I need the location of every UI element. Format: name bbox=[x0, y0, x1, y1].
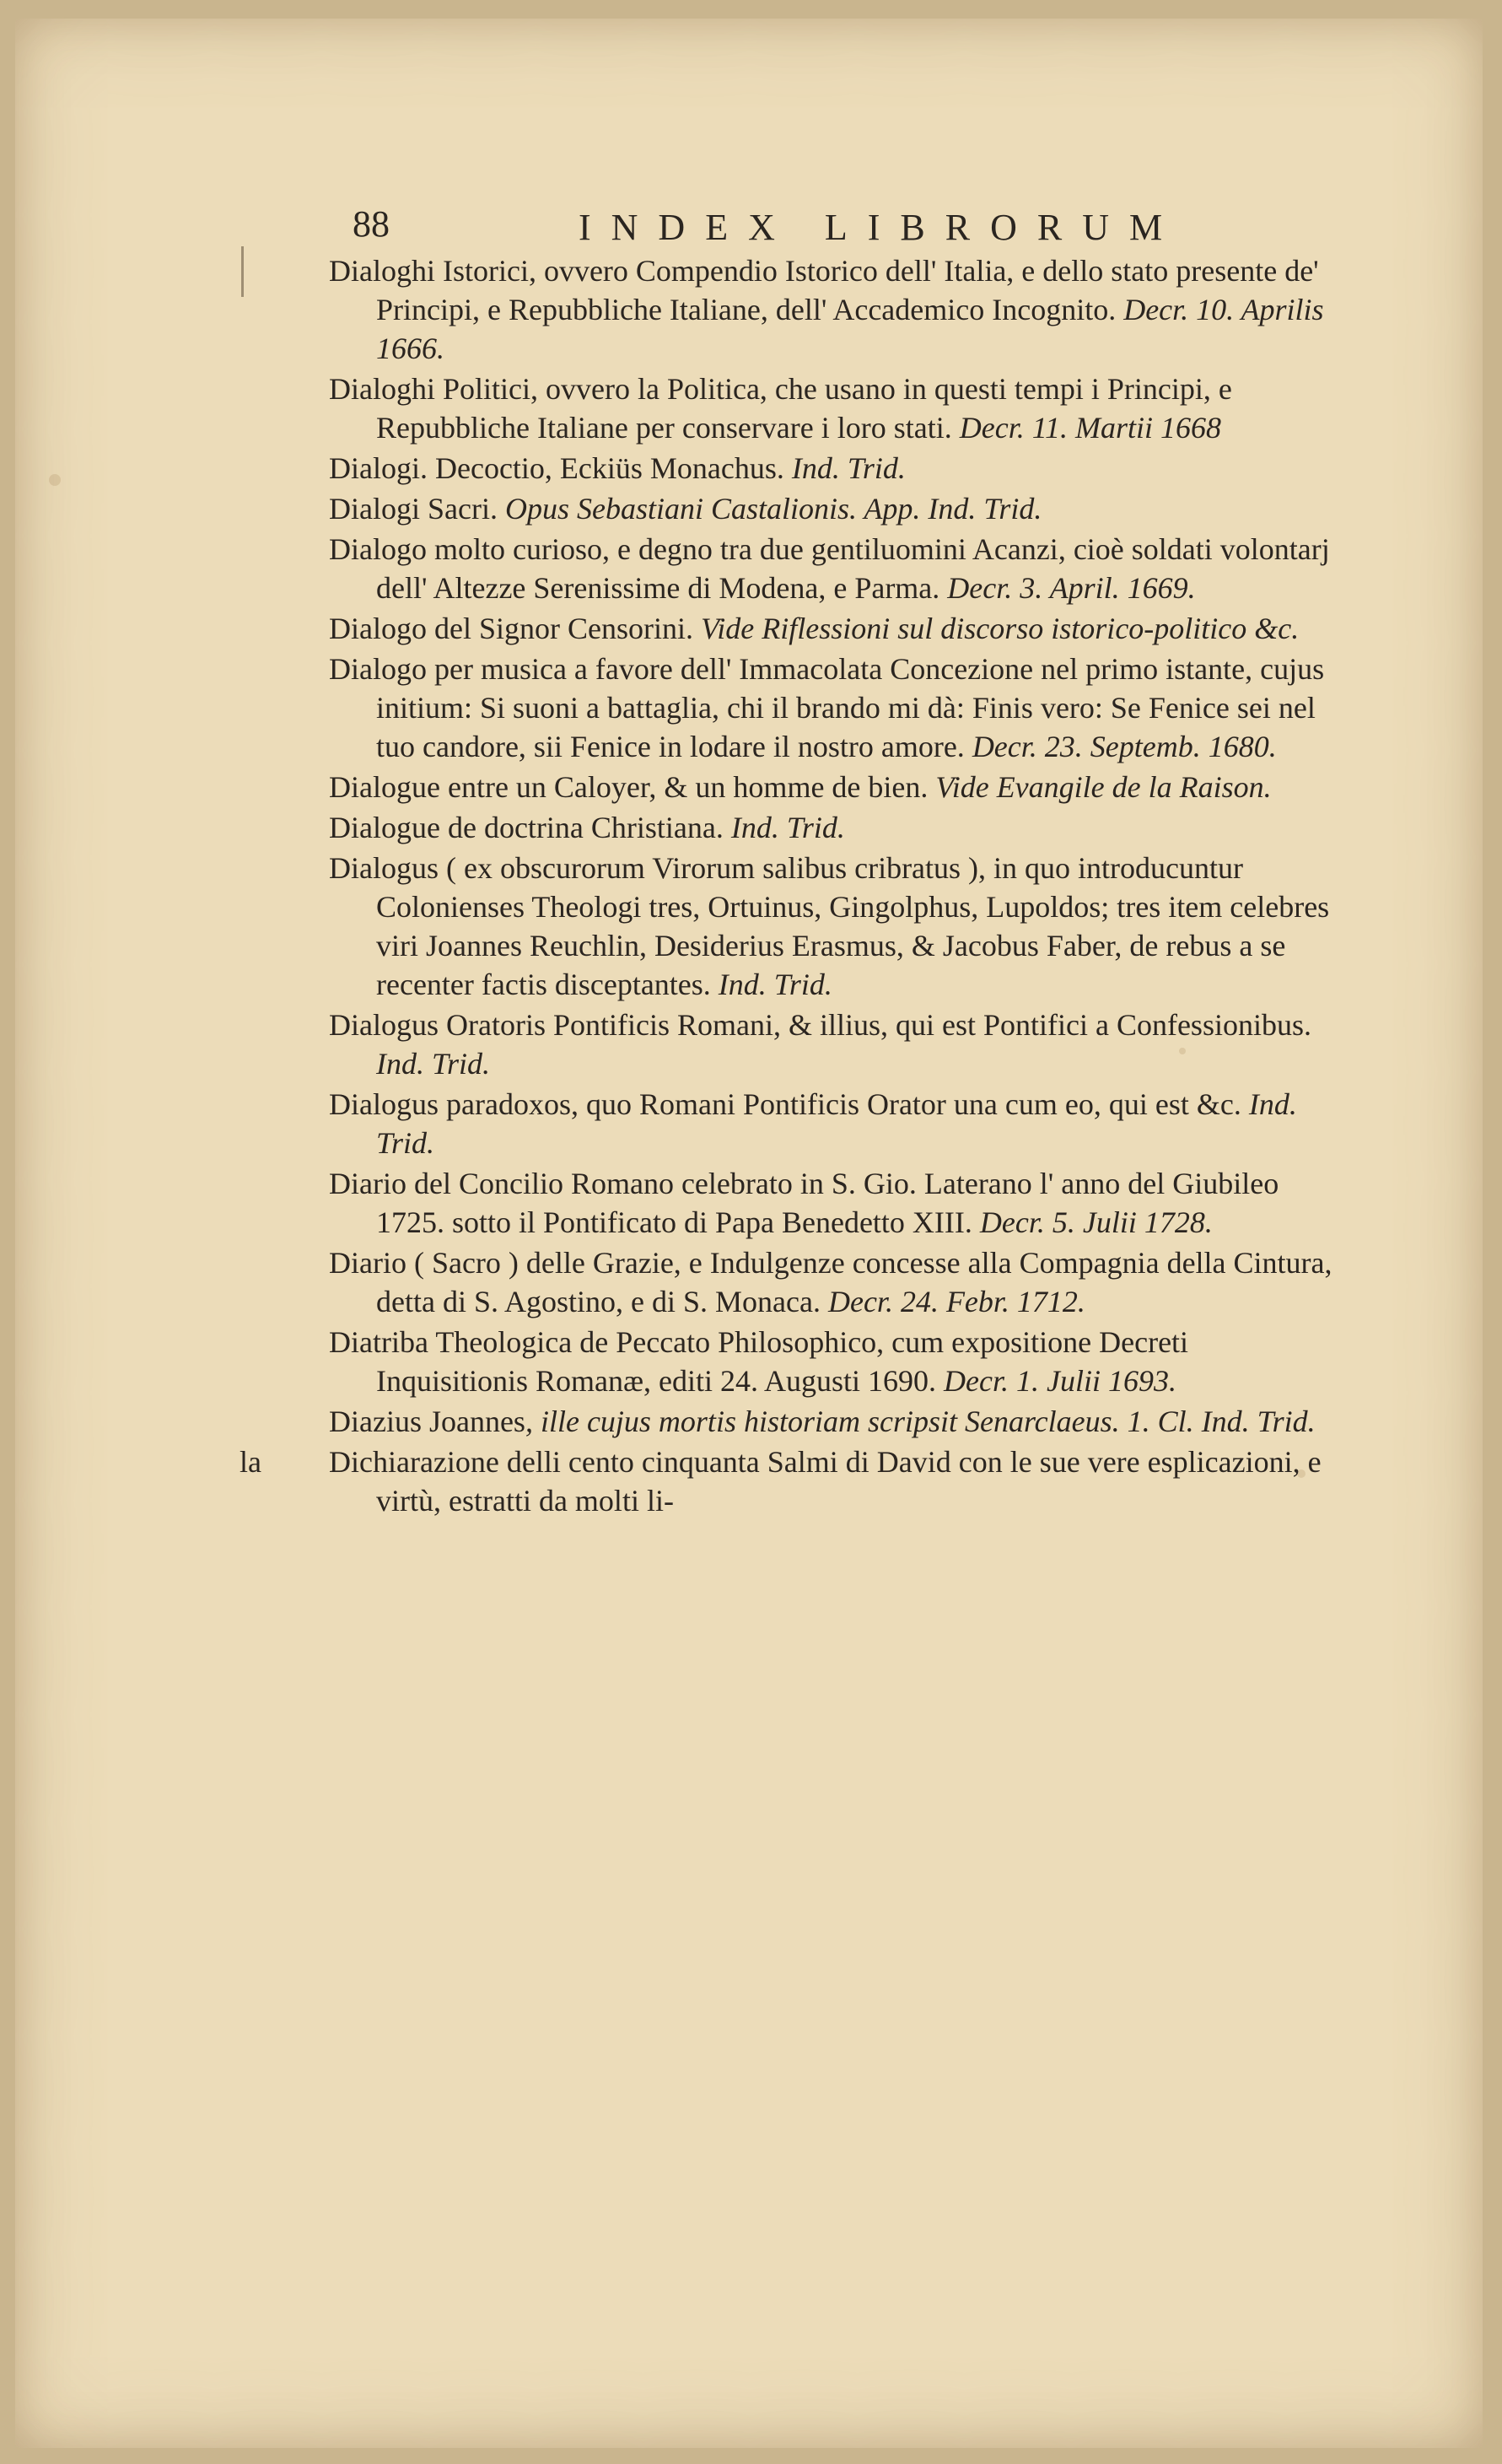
entry-reference: 1. Cl. Ind. Trid. bbox=[1127, 1405, 1316, 1438]
foxing-spot bbox=[49, 474, 61, 486]
entry-head: Diazius Joannes bbox=[329, 1405, 525, 1438]
entry-reference: Decr. 11. Martii 1668 bbox=[959, 411, 1222, 445]
entry-head: Dichiarazione bbox=[329, 1445, 499, 1479]
index-entry bbox=[329, 1323, 1341, 1400]
entry-text: del Signor Censorini. bbox=[433, 612, 693, 645]
index-entries bbox=[329, 251, 1341, 2411]
index-entry bbox=[329, 650, 1341, 766]
entry-reference: Ind. Trid. bbox=[718, 968, 832, 1001]
index-entry bbox=[329, 1243, 1341, 1321]
index-entry bbox=[329, 609, 1341, 648]
entry-reference: Decr. 23. Septemb. 1680. bbox=[972, 730, 1277, 763]
entry-reference: Decr. 1. Julii 1693. bbox=[944, 1364, 1176, 1398]
entry-reference: Ind. Trid. bbox=[791, 451, 906, 485]
entry-text: ( Sacro ) delle Grazie, e Indulgenze concesse alla Compagnia della Cintura, detta di S. Agostino, e di S. Monaca. bbox=[376, 1246, 1332, 1318]
entry-head: Dialogo bbox=[329, 652, 427, 686]
entry-head: Diatriba bbox=[329, 1325, 428, 1359]
index-entry bbox=[329, 1402, 1341, 1441]
entry-text: , ille cujus mortis historiam scripsit Senarclaeus. bbox=[525, 1405, 1120, 1438]
entry-reference: Opus Sebastiani Castalionis. App. Ind. Trid. bbox=[504, 492, 1042, 526]
entry-head: Diario bbox=[329, 1167, 406, 1200]
entry-reference: Decr. 3. April. 1669. bbox=[947, 571, 1196, 605]
entry-head: Dialogus bbox=[329, 1008, 439, 1042]
entry-text: , ovvero Compendio Istorico dell' Italia, e dello stato presente de' Principi, e Repubbliche Italiane, dell' Accademico Incognito. bbox=[376, 254, 1319, 326]
entry-head: Dialoghi Istorici bbox=[329, 254, 529, 288]
index-entry bbox=[329, 449, 1341, 488]
entry-head: Diario bbox=[329, 1246, 406, 1280]
entry-reference: Ind. Trid. bbox=[376, 1047, 491, 1081]
index-entry bbox=[329, 1164, 1341, 1242]
entry-reference: Decr. 5. Julii 1728. bbox=[979, 1205, 1213, 1239]
entry-text: , ovvero la Politica, che usano in questi tempi i Principi, e Repubbliche Italiane per conservare i loro stati. bbox=[376, 372, 1232, 445]
entry-text: Decoctio, Eckiüs Monachus. bbox=[434, 451, 784, 485]
entry-reference: Decr. 24. Febr. 1712. bbox=[827, 1285, 1085, 1318]
entry-head: Dialogi. bbox=[329, 451, 428, 485]
index-entry bbox=[329, 768, 1341, 806]
index-entry bbox=[329, 1006, 1341, 1083]
entry-text: Theologica de Peccato Philosophico, cum expositione Decreti Inquisitionis Romanæ, editi 24. Augusti 1690. bbox=[376, 1325, 1189, 1398]
entry-text: entre un Caloyer, & un homme de bien. bbox=[447, 770, 929, 804]
index-entry bbox=[329, 251, 1341, 368]
entry-head: Dialogue bbox=[329, 770, 440, 804]
running-head: INDEX LIBRORUM bbox=[579, 207, 1183, 248]
entry-text: molto curioso, e degno tra due gentiluomini Acanzi, cioè soldati volontarj dell' Altezze Serenissime di Modena, e Parma. bbox=[376, 532, 1330, 605]
entry-text: delli cento cinquanta Salmi di David con le sue vere esplicazioni, e virtù, estratti da molti li- bbox=[376, 1445, 1322, 1518]
entry-head: Dialogo bbox=[329, 612, 427, 645]
entry-text: per musica a favore dell' Immacolata Concezione nel primo istante, cujus initium: Si suoni a battaglia, chi il brando mi dà: Finis vero: Se Fenice sei nel tuo candore, sii Fenice in lodare il nostro amore. bbox=[376, 652, 1325, 763]
entry-text: de doctrina Christiana. bbox=[447, 811, 724, 844]
entry-head: Dialogo bbox=[329, 532, 427, 566]
index-entry bbox=[329, 1085, 1341, 1162]
entry-reference: Ind. Trid. bbox=[376, 1087, 1297, 1160]
entry-head: Dialoghi Politici bbox=[329, 372, 530, 406]
entry-text: ( ex obscurorum Virorum salibus cribratus ), in quo introducuntur Colonienses Theologi tres, Ortuinus, Gingolphus, Lupoldos; tres item celebres viri Joannes Reuchlin, Desiderius Erasmus, & Jacobus Faber, de rebus a se recenter factis disceptantes. bbox=[376, 851, 1330, 1001]
index-entry bbox=[329, 808, 1341, 847]
page-number: 88 bbox=[353, 203, 390, 245]
entry-reference: Decr. 10. Aprilis 1666. bbox=[376, 293, 1324, 365]
entry-head: Dialogus bbox=[329, 1087, 439, 1121]
index-entry bbox=[329, 849, 1341, 1004]
entry-reference: Vide Evangile de la Raison. bbox=[935, 770, 1272, 804]
index-entry bbox=[329, 1442, 1341, 1520]
page-edge-mark bbox=[241, 246, 244, 297]
entry-head: Dialogue bbox=[329, 811, 440, 844]
entry-reference: Vide Riflessioni sul discorso istorico-politico &c. bbox=[700, 612, 1300, 645]
entry-text: Oratoris Pontificis Romani, & illius, qui est Pontifici a Confessionibus. bbox=[446, 1008, 1311, 1042]
index-entry bbox=[329, 489, 1341, 528]
index-entry bbox=[329, 369, 1341, 447]
entry-reference: Ind. Trid. bbox=[730, 811, 845, 844]
entry-head: Dialogus bbox=[329, 851, 439, 885]
index-entry bbox=[329, 530, 1341, 607]
entry-text: del Concilio Romano celebrato in S. Gio. Laterano l' anno del Giubileo 1725. sotto il Pontificato di Papa Benedetto XIII. bbox=[376, 1167, 1279, 1239]
entry-text: paradoxos, quo Romani Pontificis Orator una cum eo, qui est &c. bbox=[446, 1087, 1241, 1121]
entry-head: Dialogi Sacri. bbox=[329, 492, 498, 526]
